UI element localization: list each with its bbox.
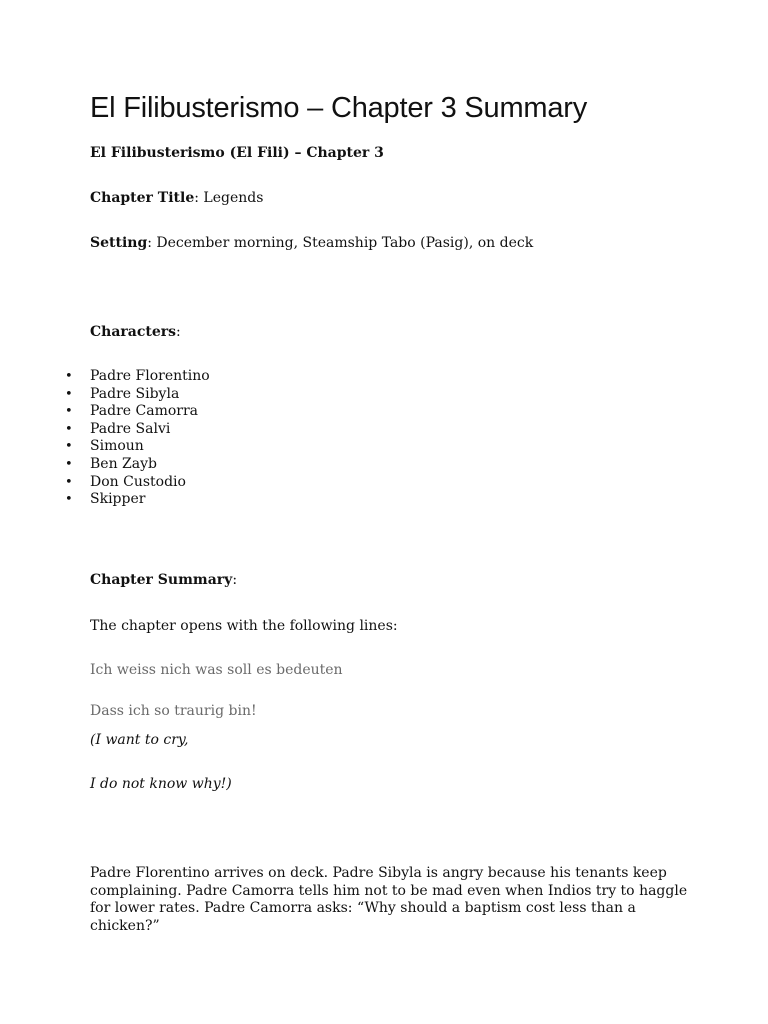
setting-line (90, 234, 533, 252)
setting-separator: : (147, 235, 157, 251)
bullet-icon: • (65, 369, 73, 384)
german-quote-line-2: Dass ich so traurig bin! (90, 703, 257, 719)
chapter-title-label: Chapter Title (90, 190, 195, 206)
bullet-icon: • (65, 474, 73, 490)
character-name: Ben Zayb (90, 455, 157, 472)
bullet-icon: • (65, 386, 73, 402)
list-item (62, 491, 210, 509)
list-item (62, 421, 210, 439)
page-title: El Filibusterismo – Chapter 3 Summary (90, 92, 588, 124)
chapter-title-value: Legends (203, 190, 264, 206)
summary-paragraph: Padre Florentino arrives on deck. Padre Sibyla is angry because his tenants keep complaining. Padre Camorra tells him not to be mad even when Indios try to haggle for lower rates. Padre Camorra asks: “Why should a baptism cost less than a chicken?” (90, 865, 688, 934)
chapter-summary-label: Chapter Summary (90, 572, 233, 588)
document-subtitle: El Filibusterismo (El Fili) – Chapter 3 (90, 145, 384, 161)
character-name: Padre Salvi (90, 420, 171, 437)
setting-value: December morning, Steamship Tabo (Pasig), on deck (156, 235, 534, 251)
chapter-title-separator: : (194, 190, 204, 206)
bullet-icon: • (65, 404, 73, 420)
list-item (62, 368, 210, 386)
character-name: Simoun (90, 438, 144, 455)
character-name: Padre Camorra (90, 403, 199, 420)
chapter-title-line (90, 189, 263, 207)
character-name: Padre Sibyla (90, 385, 180, 402)
bullet-icon: • (65, 421, 73, 437)
character-name: Don Custodio (90, 473, 186, 490)
list-item (62, 403, 210, 421)
list-item (62, 456, 210, 474)
bullet-icon: • (65, 439, 73, 455)
character-name: Padre Florentino (90, 368, 210, 384)
characters-heading (90, 323, 181, 341)
characters-list (62, 368, 210, 509)
summary-intro: The chapter opens with the following lines: (90, 618, 398, 634)
list-item (62, 474, 210, 492)
bullet-icon: • (65, 456, 73, 472)
translation-line-1: (I want to cry, (90, 732, 189, 748)
character-name: Skipper (90, 491, 146, 508)
translation-line-2: I do not know why!) (90, 776, 232, 792)
german-quote-line-1: Ich weiss nich was soll es bedeuten (90, 662, 343, 678)
characters-heading-colon: : (176, 324, 181, 340)
setting-label: Setting (90, 235, 148, 251)
chapter-summary-colon: : (232, 572, 238, 588)
bullet-icon: • (65, 492, 73, 508)
list-item (62, 386, 210, 404)
characters-heading-label: Characters (90, 324, 176, 340)
chapter-summary-heading (90, 571, 237, 589)
list-item (62, 438, 210, 456)
